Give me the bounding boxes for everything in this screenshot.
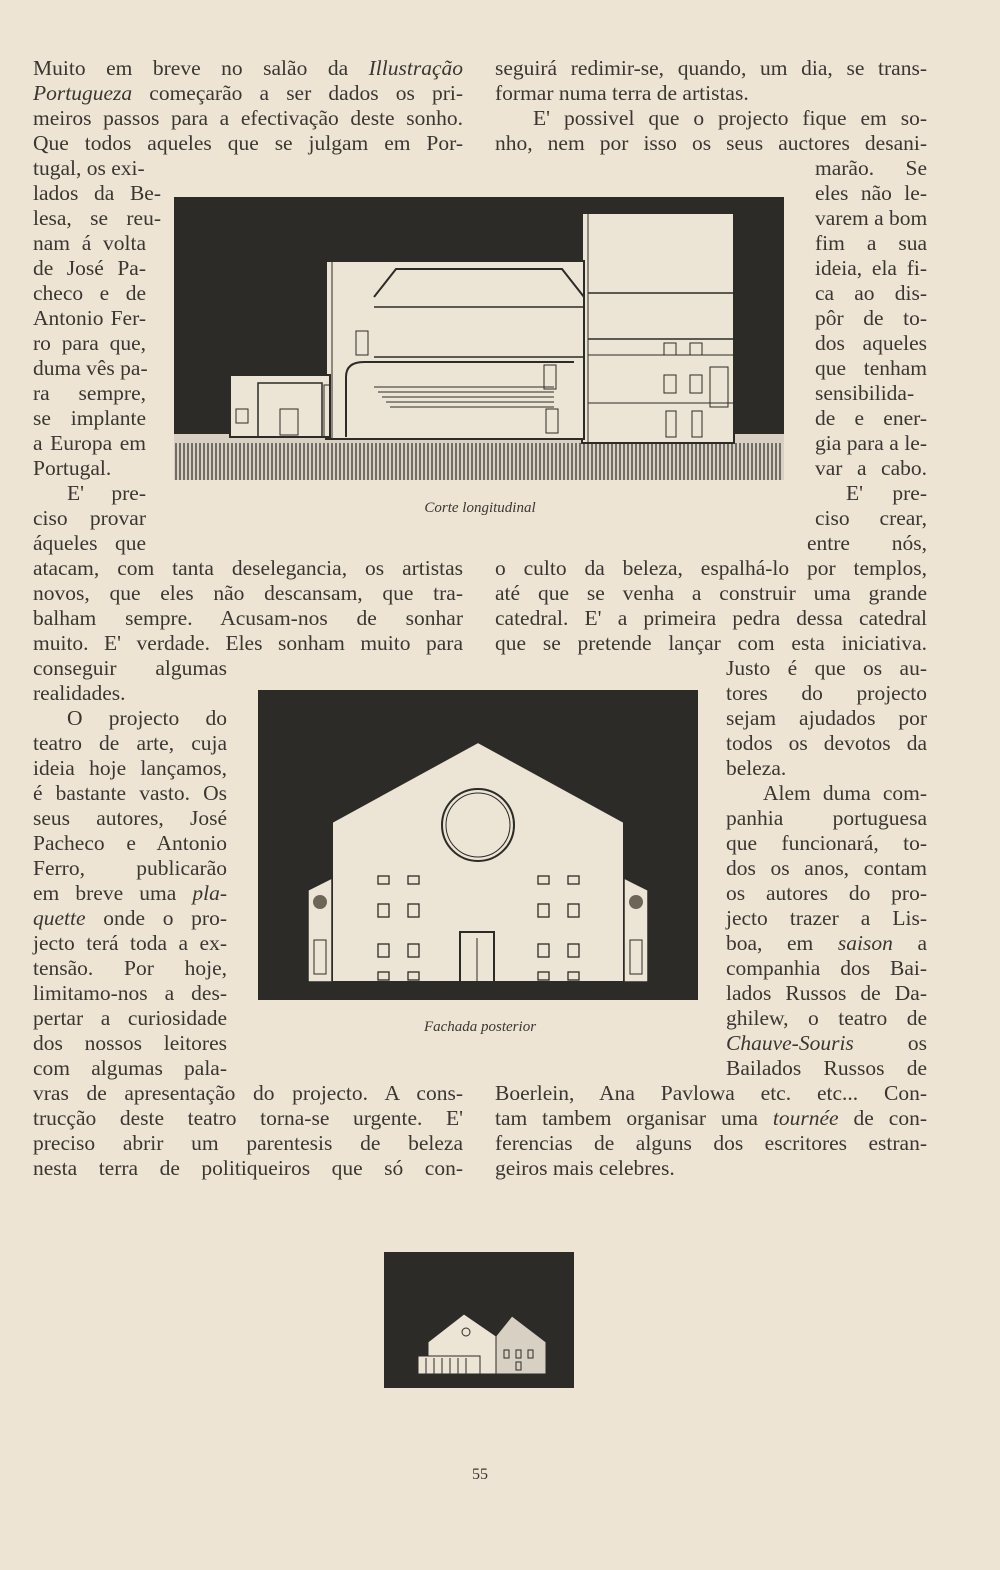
- text-line: [495, 1106, 927, 1131]
- text-line: [33, 331, 146, 356]
- text-line: [33, 831, 227, 856]
- text-span: pôr de to-: [815, 306, 927, 330]
- text-span: de José Pa-: [33, 256, 146, 280]
- text-span: que se pretende lançar com esta iniciativa.: [495, 631, 927, 655]
- text-line: [33, 1031, 227, 1056]
- text-line: [815, 231, 927, 256]
- text-span: se implante: [33, 406, 146, 430]
- italic-text-span: saison: [837, 931, 893, 955]
- text-line: [726, 981, 927, 1006]
- text-line: [726, 856, 927, 881]
- text-span: tam tambem organisar uma: [495, 1106, 773, 1130]
- text-line: [726, 731, 927, 756]
- text-line: [33, 931, 227, 956]
- text-line: [495, 631, 927, 656]
- text-span: seguirá redimir-se, quando, um dia, se trans-: [495, 56, 927, 80]
- text-span: muito. E' verdade. Eles sonham muito para: [33, 631, 463, 655]
- text-line: [815, 331, 927, 356]
- text-span: nho, nem por isso os seus auctores desani-: [495, 131, 927, 155]
- text-line: [495, 1131, 927, 1156]
- text-span: novos, que eles não descansam, que tra-: [33, 581, 463, 605]
- text-line: [33, 1056, 227, 1081]
- text-span: nam á volta: [33, 231, 146, 255]
- text-line: [726, 1056, 927, 1081]
- text-line: [33, 431, 146, 456]
- text-span: beleza.: [726, 756, 787, 780]
- text-span: realidades.: [33, 681, 126, 705]
- text-line: [815, 181, 927, 206]
- text-line: [726, 806, 927, 831]
- text-line: [33, 406, 146, 431]
- italic-text-span: Illustração: [368, 56, 463, 80]
- text-span: de e ener-: [815, 406, 927, 430]
- text-span: E' pre-: [67, 481, 146, 505]
- italic-text-span: pla-: [192, 881, 227, 905]
- text-line: [33, 231, 146, 256]
- text-span: os autores do pro-: [726, 881, 927, 905]
- text-span: tensão. Por hoje,: [33, 956, 227, 980]
- text-line: [726, 881, 927, 906]
- text-span: boa, em: [726, 931, 838, 955]
- text-span: ideia hoje lançamos,: [33, 756, 227, 780]
- text-span: vras de apresentação do projecto. A cons-: [33, 1081, 463, 1105]
- text-span: nesta terra de politiqueiros que só con-: [33, 1156, 463, 1180]
- text-line: [815, 306, 927, 331]
- text-span: balham sempre. Acusam-nos de sonhar: [33, 606, 463, 630]
- text-line: [33, 181, 161, 206]
- text-span: Muito em breve no salão da: [33, 56, 369, 80]
- text-line: [67, 481, 146, 506]
- text-line: [33, 731, 227, 756]
- text-line: [807, 531, 927, 556]
- text-span: O projecto do: [67, 706, 227, 730]
- text-span: limitamo-nos a des-: [33, 981, 227, 1005]
- text-span: os: [853, 1031, 927, 1055]
- text-line: [33, 356, 146, 381]
- text-span: teatro de arte, cuja: [33, 731, 227, 755]
- text-span: até que se venha a construir uma grande: [495, 581, 927, 605]
- text-span: pertar a curiosidade: [33, 1006, 227, 1030]
- text-line: [33, 881, 227, 906]
- text-span: ciso provar: [33, 506, 146, 530]
- text-span: Antonio Fer-: [33, 306, 146, 330]
- text-line: [495, 81, 927, 106]
- italic-text-span: quette: [33, 906, 86, 930]
- text-line: [815, 506, 927, 531]
- text-line: [495, 556, 927, 581]
- text-span: o culto da beleza, espalhá-lo por templos,: [495, 556, 927, 580]
- text-line: [33, 606, 463, 631]
- text-span: ghilew, o teatro de: [726, 1006, 927, 1030]
- text-line: [726, 656, 927, 681]
- text-line: [33, 106, 463, 131]
- text-span: ciso crear,: [815, 506, 927, 530]
- text-span: ro para que,: [33, 331, 146, 355]
- italic-text-span: Chauve-Souris: [726, 1031, 854, 1055]
- text-line: [33, 156, 161, 181]
- text-line: [33, 556, 463, 581]
- text-line: [495, 56, 927, 81]
- text-span: Alem duma com-: [763, 781, 927, 805]
- rear-facade-drawing: [258, 690, 698, 1000]
- text-span: tores do projecto: [726, 681, 927, 705]
- text-line: [33, 56, 463, 81]
- text-span: formar numa terra de artistas.: [495, 81, 749, 105]
- text-line: [726, 706, 927, 731]
- text-span: geiros mais celebres.: [495, 1156, 675, 1180]
- text-span: duma vês pa-: [33, 356, 148, 380]
- text-line: [33, 856, 227, 881]
- text-line: [763, 781, 927, 806]
- text-line: [726, 1031, 927, 1056]
- text-span: trucção deste teatro torna-se urgente. E': [33, 1106, 463, 1130]
- text-line: [33, 256, 146, 281]
- italic-text-span: Portugueza: [33, 81, 133, 105]
- text-span: checo e de: [33, 281, 146, 305]
- text-line: [33, 306, 146, 331]
- text-span: jecto trazer a Lis-: [726, 906, 927, 930]
- text-span: começarão a ser dados os pri-: [132, 81, 463, 105]
- text-span: sensibilida-: [815, 381, 915, 405]
- text-line: [726, 831, 927, 856]
- text-line: [815, 431, 927, 456]
- text-line: [33, 1006, 227, 1031]
- text-line: [33, 456, 146, 481]
- text-span: seus autores, José: [33, 806, 227, 830]
- text-span: jecto terá toda a ex-: [33, 931, 227, 955]
- text-line: [815, 456, 927, 481]
- text-span: fim a sua: [815, 231, 927, 255]
- text-line: [33, 1106, 463, 1131]
- text-span: dos nossos leitores: [33, 1031, 227, 1055]
- text-span: que tenham: [815, 356, 927, 380]
- text-span: preciso abrir um parentesis de beleza: [33, 1131, 463, 1155]
- text-line: [33, 1081, 463, 1106]
- text-line: [726, 681, 927, 706]
- text-line: [533, 106, 927, 131]
- text-line: [33, 1156, 463, 1181]
- text-span: gia para a le-: [815, 431, 927, 455]
- text-line: [815, 256, 927, 281]
- text-line: [846, 481, 927, 506]
- text-span: Boerlein, Ana Pavlowa etc. etc... Con-: [495, 1081, 927, 1105]
- text-span: E' pre-: [846, 481, 927, 505]
- text-span: E' possivel que o projecto fique em so-: [533, 106, 927, 130]
- text-span: marão. Se: [815, 156, 927, 180]
- text-line: [495, 581, 927, 606]
- facade-caption: Fachada posterior: [423, 1019, 537, 1035]
- text-span: Bailados Russos de: [726, 1056, 927, 1080]
- text-span: a Europa em: [33, 431, 146, 455]
- text-span: entre nós,: [807, 531, 927, 555]
- text-span: dos aqueles: [815, 331, 927, 355]
- perspective-view-drawing: [384, 1252, 574, 1388]
- text-span: dos os anos, contam: [726, 856, 927, 880]
- text-span: onde o pro-: [85, 906, 227, 930]
- text-span: lados Russos de Da-: [726, 981, 927, 1005]
- text-span: que funcionará, to-: [726, 831, 927, 855]
- text-span: sejam ajudados por: [726, 706, 927, 730]
- text-line: [33, 631, 463, 656]
- text-span: atacam, com tanta deselegancia, os artistas: [33, 556, 463, 580]
- text-span: todos os devotos da: [726, 731, 927, 755]
- text-span: lesa, se reu-: [33, 206, 161, 230]
- text-span: eles não le-: [815, 181, 927, 205]
- text-span: ra sempre,: [33, 381, 146, 405]
- text-span: conseguir algumas: [33, 656, 227, 680]
- text-line: [33, 81, 463, 106]
- text-line: [67, 706, 227, 731]
- text-span: em breve uma: [33, 881, 193, 905]
- text-line: [33, 281, 146, 306]
- text-span: companhia dos Bai-: [726, 956, 927, 980]
- page-number: 55: [472, 1466, 488, 1483]
- text-span: a: [892, 931, 928, 955]
- text-span: áqueles que: [33, 531, 146, 555]
- text-line: [33, 681, 227, 706]
- text-line: [33, 381, 146, 406]
- text-span: ferencias de alguns dos escritores estran-: [495, 1131, 927, 1155]
- text-line: [33, 756, 227, 781]
- text-span: Portugal.: [33, 456, 112, 480]
- text-span: Ferro, publicarão: [33, 856, 227, 880]
- text-line: [33, 506, 146, 531]
- italic-text-span: tournée: [772, 1106, 839, 1130]
- section-caption: Corte longitudinal: [424, 500, 536, 516]
- text-line: [815, 281, 927, 306]
- text-line: [33, 206, 161, 231]
- text-span: var a cabo.: [815, 456, 927, 480]
- text-span: é bastante vasto. Os: [33, 781, 227, 805]
- text-span: varem a bom: [815, 206, 928, 230]
- text-line: [726, 931, 927, 956]
- text-span: ideia, ela fi-: [815, 256, 927, 280]
- text-span: Justo é que os au-: [726, 656, 927, 680]
- text-span: Pacheco e Antonio: [33, 831, 227, 855]
- text-line: [495, 606, 927, 631]
- text-line: [33, 531, 146, 556]
- text-span: tugal, os exi-: [33, 156, 145, 180]
- text-line: [33, 581, 463, 606]
- text-line: [815, 356, 927, 381]
- text-line: [33, 781, 227, 806]
- text-line: [815, 381, 927, 406]
- text-span: panhia portuguesa: [726, 806, 927, 830]
- text-line: [33, 656, 227, 681]
- text-line: [33, 981, 227, 1006]
- text-line: [815, 406, 927, 431]
- text-line: [726, 756, 927, 781]
- text-line: [495, 131, 927, 156]
- longitudinal-section-drawing: [174, 197, 784, 480]
- text-line: [33, 806, 227, 831]
- text-span: meiros passos para a efectivação deste sonho.: [33, 106, 463, 130]
- text-line: [726, 956, 927, 981]
- text-line: [495, 1081, 927, 1106]
- text-span: Que todos aqueles que se julgam em Por-: [33, 131, 463, 155]
- text-line: [33, 906, 227, 931]
- text-line: [33, 956, 227, 981]
- text-line: [815, 206, 927, 231]
- text-span: de con-: [838, 1106, 928, 1130]
- text-line: [33, 131, 463, 156]
- text-span: catedral. E' a primeira pedra dessa catedral: [495, 606, 927, 630]
- text-line: [815, 156, 927, 181]
- text-span: ca ao dis-: [815, 281, 927, 305]
- text-span: com algumas pala-: [33, 1056, 227, 1080]
- text-line: [726, 1006, 927, 1031]
- text-line: [495, 1156, 927, 1181]
- text-line: [726, 906, 927, 931]
- text-span: lados da Be-: [33, 181, 161, 205]
- text-line: [33, 1131, 463, 1156]
